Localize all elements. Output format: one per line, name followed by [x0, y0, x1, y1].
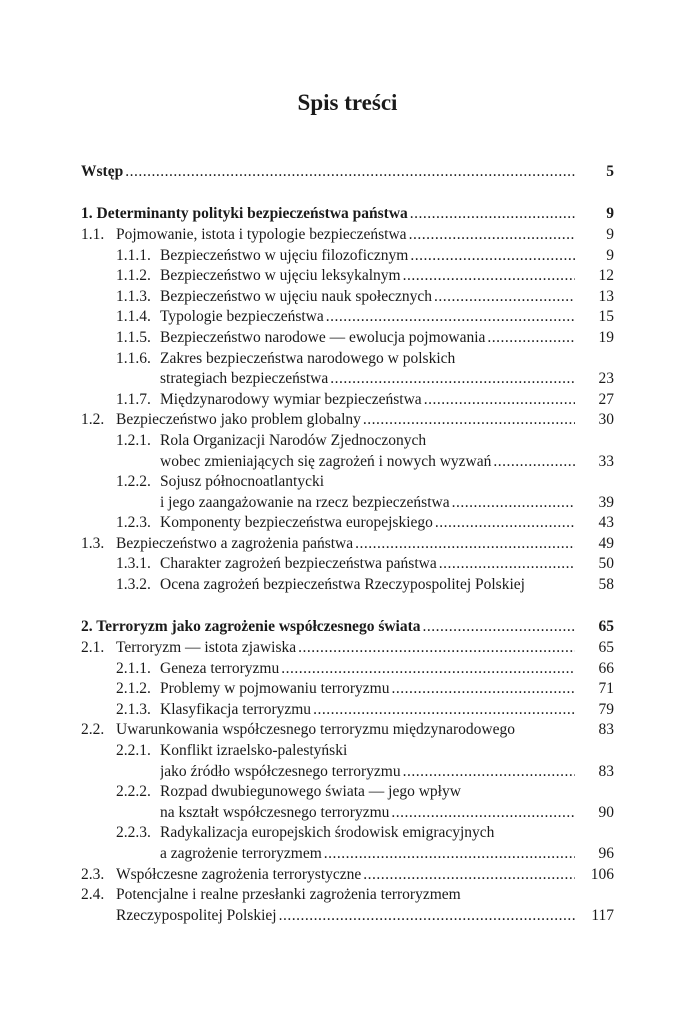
toc-entry: [81, 513, 614, 534]
toc-entry: [81, 803, 614, 824]
toc-entry: [81, 700, 614, 721]
toc-entry-page: 33: [598, 452, 614, 470]
toc-entry-number: 2.2.3.: [116, 824, 151, 842]
toc-entry-title: Potencjalne i realne przesłanki zagrożenia terroryzmem: [116, 886, 461, 904]
toc-entry-page: 83: [598, 762, 614, 780]
toc-entry: [81, 410, 614, 431]
toc-entry-number: 1.2.2.: [116, 473, 151, 491]
dot-leader: [410, 204, 575, 225]
toc-entry-title: Rozpad dwubiegunowego świata — jego wpływ: [160, 783, 461, 801]
toc-entry-number: 2.2.1.: [116, 742, 151, 760]
toc-entry-title: Pojmowanie, istota i typologie bezpieczeństwa: [116, 225, 407, 243]
toc-entry-page: 106: [590, 865, 614, 883]
dot-leader: [298, 638, 575, 659]
toc-entry: [81, 390, 614, 411]
toc-entry-page: 39: [598, 493, 614, 511]
toc-entry-page: 9: [606, 246, 614, 264]
toc-entry: [81, 452, 614, 473]
dot-leader: [423, 617, 575, 638]
dot-leader: [435, 513, 575, 534]
toc-entry-title: Międzynarodowy wymiar bezpieczeństwa: [160, 390, 422, 408]
toc-entry: [81, 534, 614, 555]
toc-entry-title: Rzeczypospolitej Polskiej: [116, 906, 277, 924]
toc-entry-title: Radykalizacja europejskich środowisk emigracyjnych: [160, 824, 495, 842]
toc-entry: [81, 162, 614, 183]
toc-entry-title: Rola Organizacji Narodów Zjednoczonych: [160, 431, 427, 449]
toc-entry-number: 1.3.2.: [116, 576, 151, 594]
toc-entry: [81, 246, 614, 267]
toc-entry-title: Geneza terroryzmu: [160, 659, 280, 677]
toc-entry: [81, 865, 614, 886]
toc-entry-title: Sojusz północnoatlantycki: [160, 473, 325, 491]
toc-entry: [81, 225, 614, 246]
toc-entry-title: jako źródło współczesnego terroryzmu: [160, 762, 401, 780]
toc-entry-title: Bezpieczeństwo w ujęciu nauk społecznych: [160, 287, 433, 305]
toc-entry-title: Terroryzm — istota zjawiska: [116, 639, 297, 657]
dot-leader: [279, 906, 575, 927]
toc-entry-title: Klasyfikacja terroryzmu: [160, 700, 312, 718]
toc-entry-number: 1.1.5.: [116, 328, 151, 346]
toc-entry-page: 19: [598, 328, 614, 346]
page-title: Spis treści: [297, 90, 398, 115]
toc-entry-page: 13: [598, 287, 614, 305]
toc-entry-title: Problemy w pojmowaniu terroryzmu: [160, 680, 390, 698]
dot-leader: [434, 287, 575, 308]
toc-entry-title: Komponenty bezpieczeństwa europejskiego: [160, 514, 433, 532]
dot-leader: [363, 865, 575, 886]
toc-entry: [81, 823, 614, 844]
toc-entry: [81, 204, 614, 225]
toc-entry-title: Bezpieczeństwo w ujęciu filozoficznym: [160, 246, 409, 264]
toc-entry-number: 2.1.2.: [116, 680, 151, 698]
dot-leader: [403, 266, 575, 287]
dot-leader: [424, 390, 575, 411]
toc-entry: [81, 328, 614, 349]
toc-entry: [81, 287, 614, 308]
toc-entry-number: 1.1.4.: [116, 308, 151, 326]
toc-entry-number: 2.1.: [81, 639, 105, 657]
toc-entry-number: 1.1.6.: [116, 349, 151, 367]
toc-entry-page: 49: [598, 534, 614, 552]
toc-entry-title: i jego zaangażowanie na rzecz bezpieczeństwa: [160, 493, 450, 511]
section-gap: [81, 596, 614, 618]
toc-entry: [81, 369, 614, 390]
toc-entry: [81, 431, 614, 452]
dot-leader: [281, 659, 575, 680]
toc-entry-number: 1.3.1.: [116, 555, 151, 573]
toc-entry: [81, 782, 614, 803]
toc-entry-page: 27: [598, 390, 614, 408]
toc-entry-title: Bezpieczeństwo jako problem globalny: [116, 411, 361, 429]
dot-leader: [326, 307, 575, 328]
toc-entry-title: Bezpieczeństwo a zagrożenia państwa: [116, 534, 354, 552]
dot-leader: [355, 534, 575, 555]
toc-entry-number: 2.2.: [81, 721, 105, 739]
toc-entry: [81, 659, 614, 680]
toc-entry-page: 65: [598, 618, 614, 636]
toc-entry-page: 43: [598, 514, 614, 532]
dot-leader: [452, 493, 575, 514]
toc-entry-number: 2.3.: [81, 865, 105, 883]
dot-leader: [403, 762, 575, 783]
toc-entry-page: 90: [598, 803, 614, 821]
toc-entry-title: Wstęp: [81, 163, 124, 180]
toc-entry-page: 23: [598, 370, 614, 388]
dot-leader: [409, 225, 575, 246]
toc-entry-number: 1.1.: [81, 225, 105, 243]
dot-leader: [439, 554, 575, 575]
toc-entry: [81, 266, 614, 287]
toc-entry: [81, 844, 614, 865]
dot-leader: [125, 162, 575, 183]
toc-entry: [81, 741, 614, 762]
toc-entry-page: 71: [598, 680, 614, 698]
toc-entry-page: 117: [591, 906, 614, 924]
toc-entry-title: a zagrożenie terroryzmem: [160, 845, 322, 862]
toc-entry: [81, 307, 614, 328]
toc-entry-number: 1.1.7.: [116, 390, 151, 408]
toc-entry-page: 83: [598, 721, 614, 739]
table-of-contents: [81, 162, 614, 926]
toc-entry-number: 2.2.2.: [116, 783, 151, 801]
toc-entry-page: 65: [598, 639, 614, 657]
toc-entry-page: 5: [606, 163, 614, 180]
toc-entry: [81, 679, 614, 700]
toc-entry-title: strategiach bezpieczeństwa: [160, 370, 329, 388]
toc-entry-page: 9: [606, 225, 614, 243]
toc-entry-number: 1.1.2.: [116, 267, 151, 285]
toc-entry-title: Bezpieczeństwo w ujęciu leksykalnym: [160, 267, 401, 285]
toc-entry-page: 79: [598, 700, 614, 718]
toc-entry-title: wobec zmieniających się zagrożeń i nowych wyzwań: [160, 452, 492, 470]
toc-entry-title: Bezpieczeństwo narodowe — ewolucja pojmowania: [160, 328, 486, 346]
toc-entry-number: 1.3.: [81, 534, 105, 552]
dot-leader: [391, 803, 575, 824]
toc-entry-page: 58: [598, 576, 614, 594]
toc-entry-number: 1.1.1.: [116, 246, 151, 264]
toc-entry-page: 50: [598, 555, 614, 573]
toc-entry-number: 1.2.3.: [116, 514, 151, 532]
toc-entry-title: Współczesne zagrożenia terrorystyczne: [116, 865, 362, 883]
toc-entry-number: 1.2.: [81, 411, 105, 429]
toc-entry-title: Konflikt izraelsko-palestyński: [160, 742, 348, 760]
dot-leader: [330, 369, 575, 390]
toc-entry: [81, 575, 614, 596]
toc-entry-title: 1. Determinanty polityki bezpieczeństwa państwa: [81, 205, 408, 223]
toc-entry-page: 15: [598, 308, 614, 326]
toc-entry: [81, 762, 614, 783]
dot-leader: [363, 410, 575, 431]
dot-leader: [324, 844, 575, 865]
toc-entry-title: na kształt współczesnego terroryzmu: [160, 803, 390, 821]
dot-leader: [313, 700, 575, 721]
toc-entry: [81, 638, 614, 659]
toc-entry-number: 2.4.: [81, 886, 105, 904]
toc-entry-title: Uwarunkowania współczesnego terroryzmu międzynarodowego: [116, 721, 515, 739]
toc-entry: [81, 554, 614, 575]
toc-entry: [81, 493, 614, 514]
toc-entry: [81, 617, 614, 638]
dot-leader: [410, 246, 575, 267]
toc-entry-number: 1.2.1.: [116, 431, 151, 449]
toc-entry-page: 12: [598, 267, 614, 285]
dot-leader: [493, 452, 575, 473]
toc-entry-page: 9: [606, 205, 614, 223]
toc-entry-title: Zakres bezpieczeństwa narodowego w polskich: [160, 349, 456, 367]
dot-leader: [391, 679, 575, 700]
toc-entry-page: 66: [598, 659, 614, 677]
dot-leader: [487, 328, 575, 349]
toc-entry: [81, 885, 614, 906]
toc-entry-number: 2.1.1.: [116, 659, 151, 677]
toc-entry-title: 2. Terroryzm jako zagrożenie współczesnego świata: [81, 618, 421, 636]
section-gap: [81, 183, 614, 205]
toc-entry-number: 2.1.3.: [116, 700, 151, 718]
toc-entry: [81, 720, 614, 741]
toc-entry-page: 30: [598, 411, 614, 429]
toc-entry-title: Ocena zagrożeń bezpieczeństwa Rzeczypospolitej Polskiej: [160, 576, 525, 594]
toc-entry-number: 1.1.3.: [116, 287, 151, 305]
toc-entry-title: Typologie bezpieczeństwa: [160, 308, 324, 326]
toc-entry-page: 96: [598, 845, 614, 862]
toc-entry-title: Charakter zagrożeń bezpieczeństwa państwa: [160, 555, 437, 573]
toc-entry: [81, 349, 614, 370]
toc-entry: [81, 472, 614, 493]
toc-entry: [81, 906, 614, 927]
